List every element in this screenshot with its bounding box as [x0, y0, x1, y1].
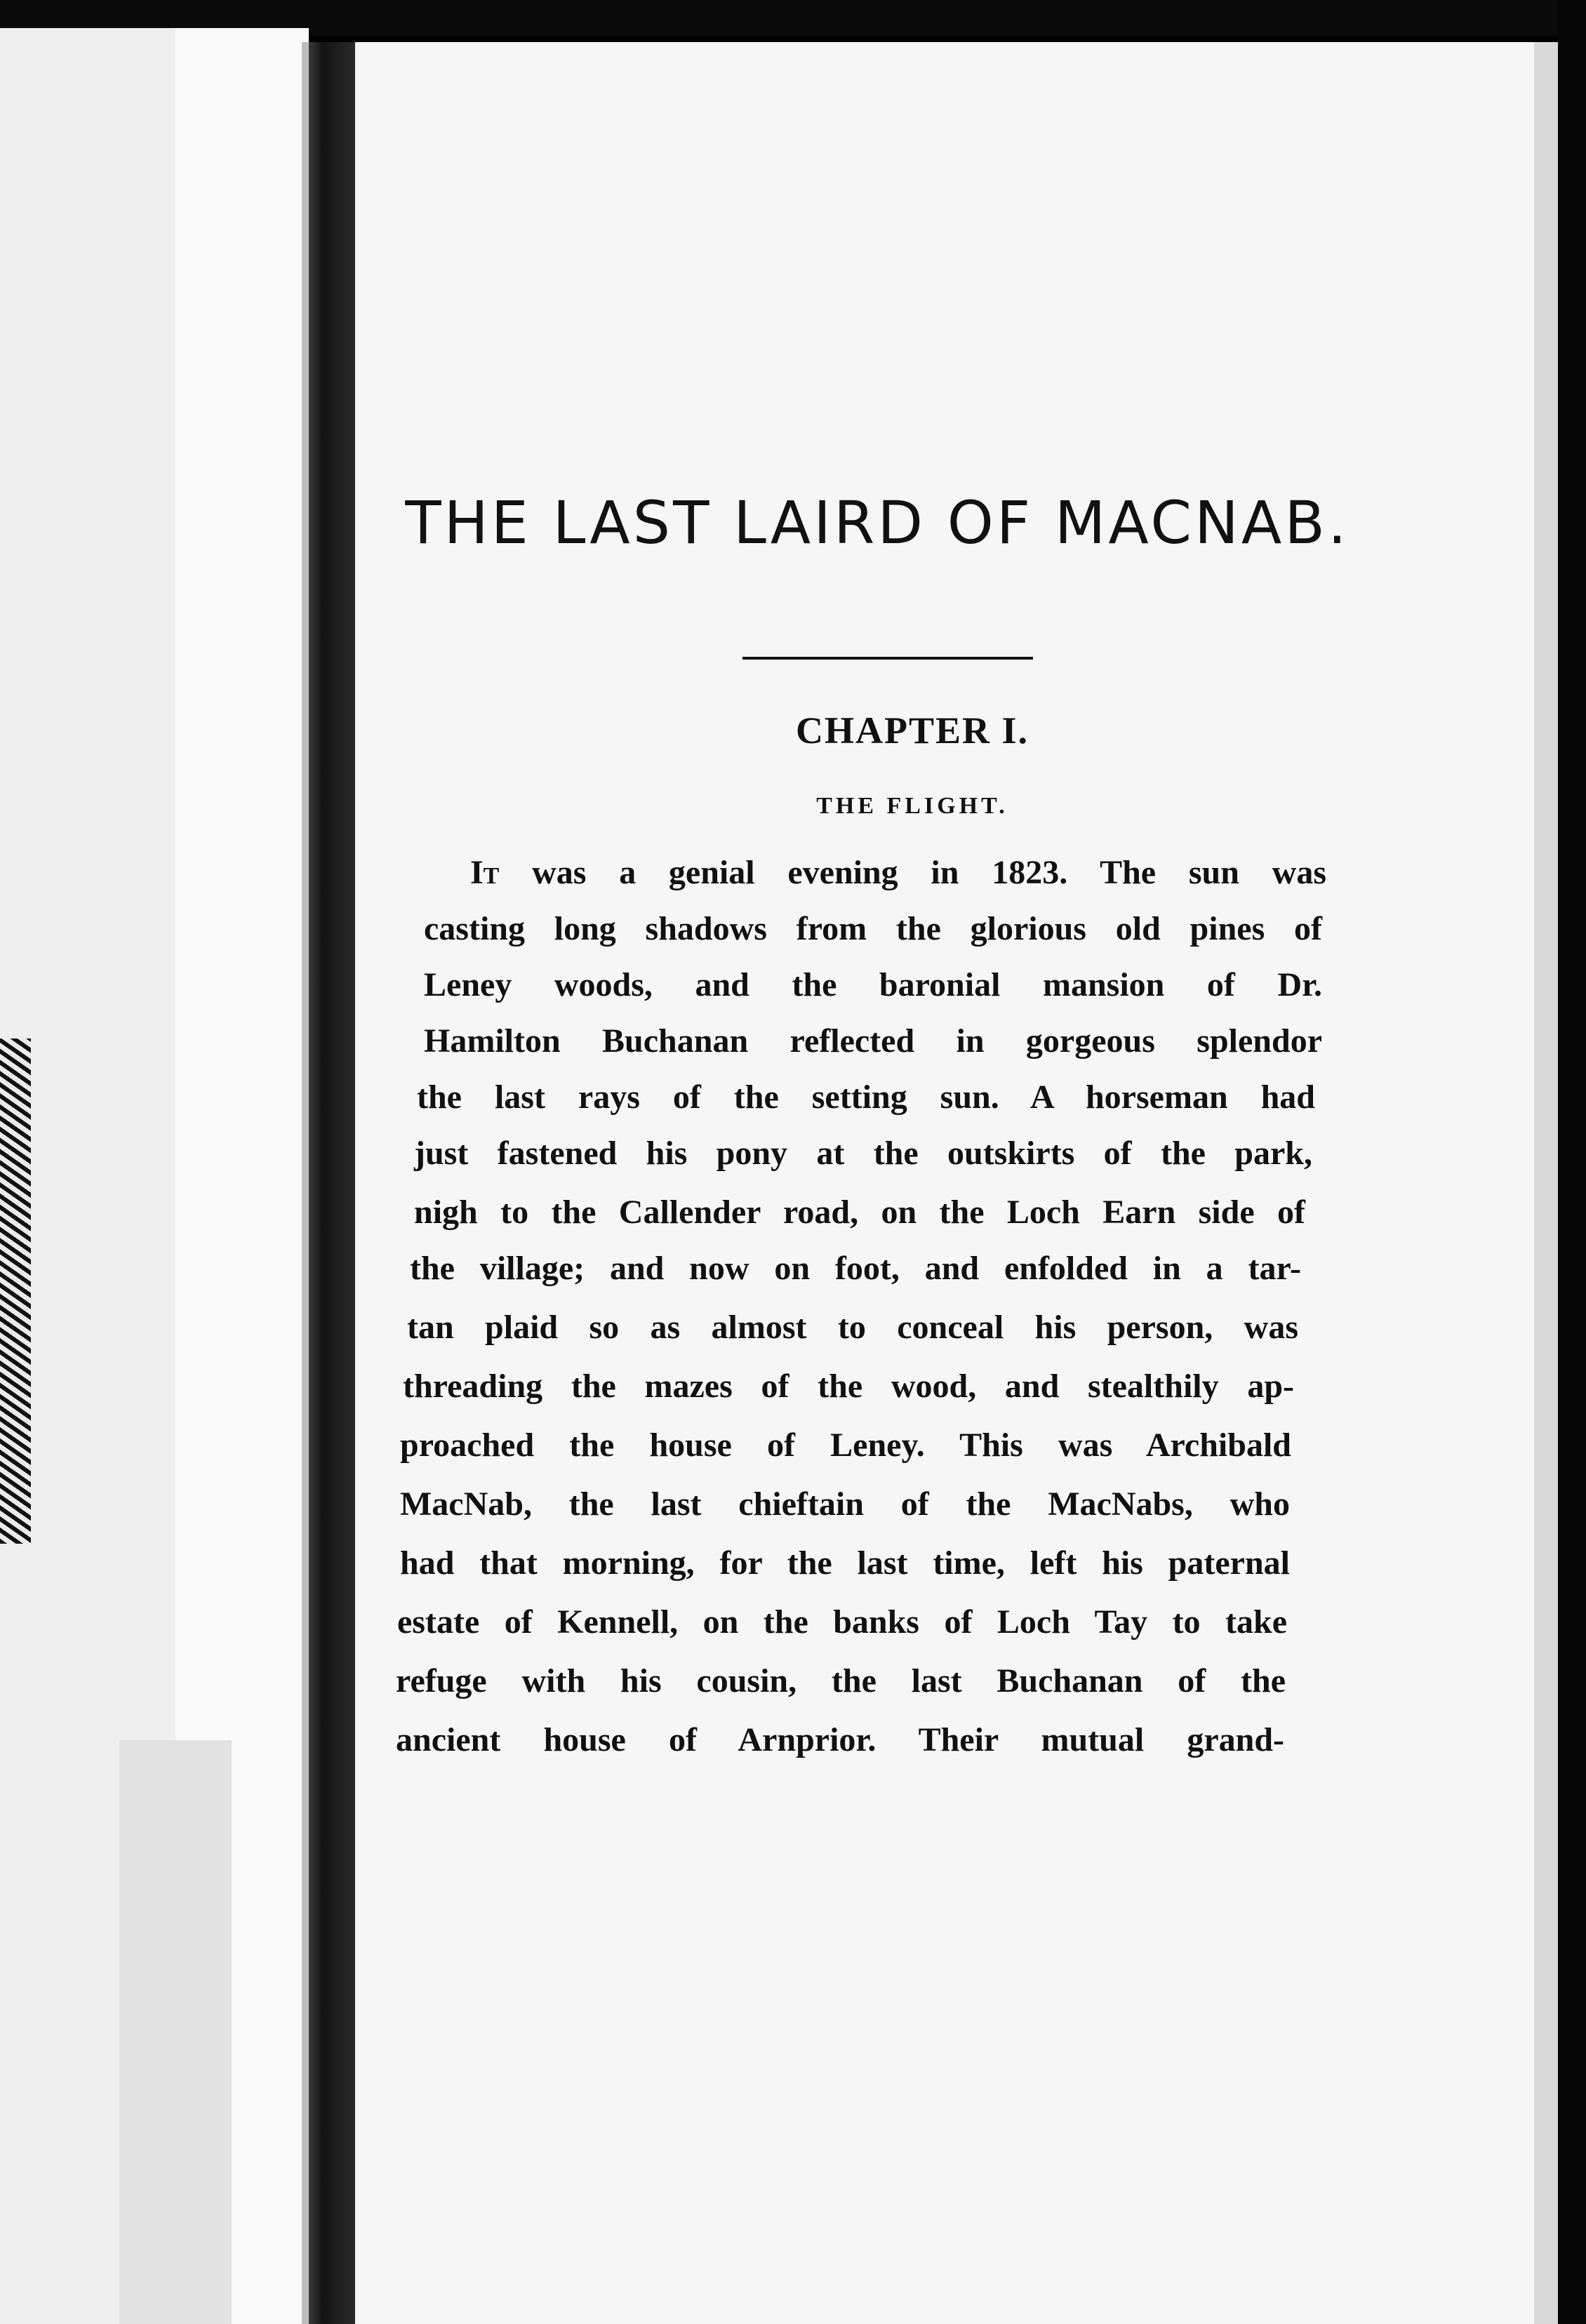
text-page [355, 42, 1534, 2324]
page-edge [1534, 42, 1558, 2324]
text-line: Hamilton Buchanan reflected in gorgeous splendor [424, 1022, 1322, 1060]
text-line: nigh to the Callender road, on the Loch Earn side of [414, 1194, 1305, 1231]
text-line: proached the house of Leney. This was Archibald [400, 1427, 1291, 1464]
text-line: threading the mazes of the wood, and stealthily ap- [403, 1368, 1294, 1405]
gutter-edge [302, 42, 309, 2324]
book-gutter [309, 42, 355, 2324]
title-rule [742, 657, 1033, 660]
drop-word: It [470, 854, 500, 891]
text-line: ancient house of Arnprior. Their mutual grand- [396, 1721, 1284, 1758]
chapter-heading: CHAPTER I. [795, 709, 1029, 752]
text-line-content: was a genial evening in 1823. The sun was [499, 854, 1326, 891]
text-line: the village; and now on foot, and enfolded in a tar- [410, 1250, 1301, 1287]
text-line: MacNab, the last chieftain of the MacNabs, who [400, 1485, 1290, 1523]
facing-page-shadow [119, 1740, 232, 2324]
scan-border-right [1558, 0, 1586, 2324]
text-line: tan plaid so as almost to conceal his person, was [407, 1309, 1298, 1346]
text-line: estate of Kennell, on the banks of Loch Tay to take [397, 1603, 1287, 1641]
book-title: THE LAST LAIRD OF MACNAB. [405, 488, 1350, 557]
text-line: the last rays of the setting sun. A horseman had [417, 1078, 1315, 1116]
text-line: casting long shadows from the glorious old pines of [424, 910, 1322, 947]
text-line: Leney woods, and the baronial mansion of Dr. [424, 966, 1322, 1003]
text-line [470, 853, 1326, 892]
chapter-subtitle: THE FLIGHT. [816, 793, 1008, 819]
text-line: refuge with his cousin, the last Buchanan of the [396, 1662, 1286, 1699]
facing-page-engraving-edge [0, 1039, 31, 1544]
text-line: had that morning, for the last time, left his paternal [400, 1544, 1290, 1582]
text-line: just fastened his pony at the outskirts of the park, [414, 1135, 1312, 1172]
